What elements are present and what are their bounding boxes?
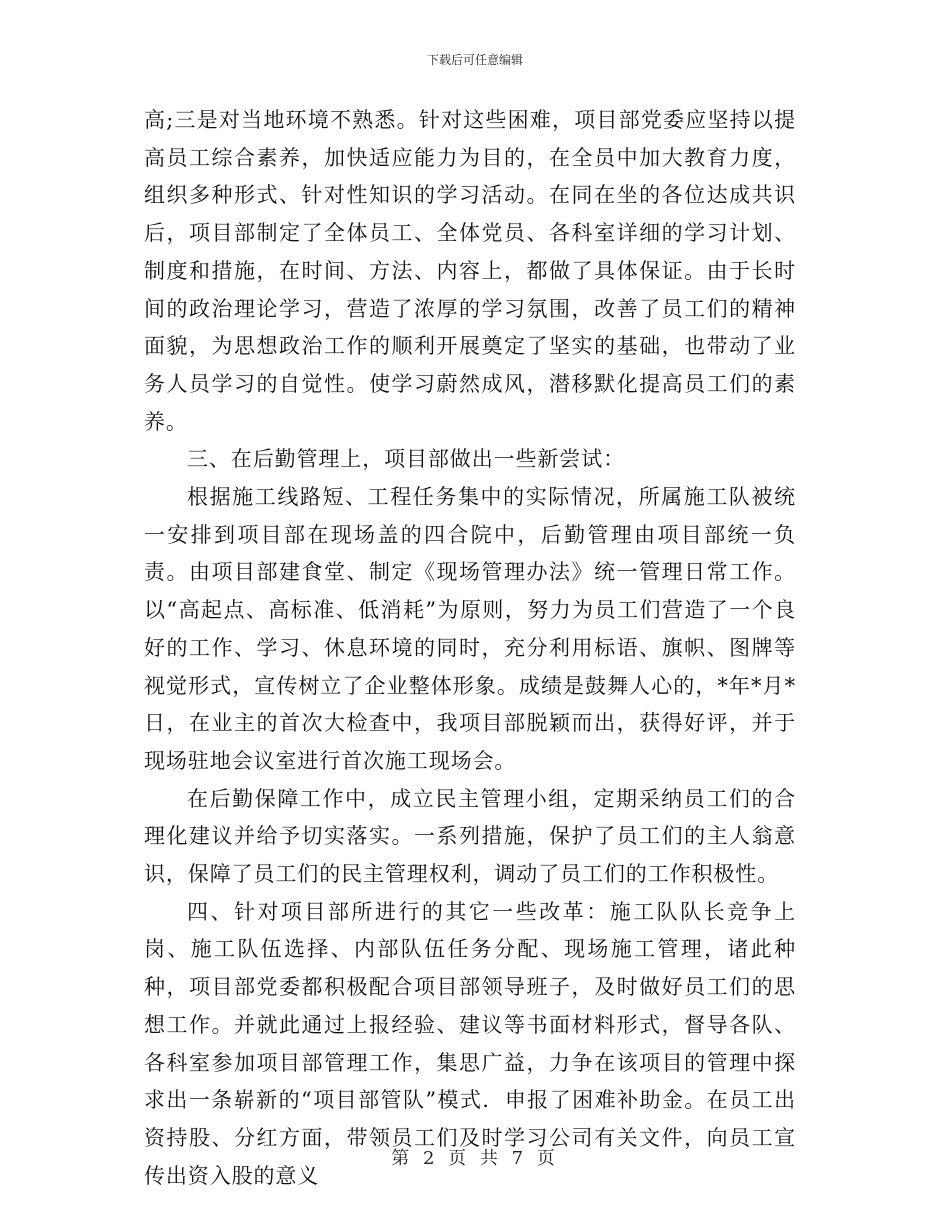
page-number-footer: 第 2 页 共 7 页 [391,1148,559,1169]
paragraph-democratic-management: 在后勤保障工作中，成立民主管理小组，定期采纳员工们的合理化建议并给予切实落实。一系列措施，保护了员工们的主人翁意识，保障了员工们的民主管理权利，调动了员工们的工作积极性。 [144,786,796,887]
document-body [144,102,796,1195]
section-heading-logistics: 三、在后勤管理上，项目部做出一些新尝试： [187,447,625,472]
paragraph-other-reforms: 四、针对项目部所进行的其它一些改革：施工队队长竞争上岗、施工队伍选择、内部队伍任务分配、现场施工管理，诸此种种，项目部党委都积极配合项目部领导班子，及时做好员工们的思想工作。并就此通过上报经验、建议等书面材料形式，督导各队、各科室参加项目部管理工作，集思广益，力争在该项目的管理中探求出一条崭新的“项目部管队”模式．申报了困难补助金。在员工出资持股、分红方面，带领员工们及时学习公司有关文件，向员工宣传出资入股的意义 [144,899,796,1188]
page-header: 下载后可任意编辑 [426,53,523,67]
paragraph-logistics-management: 根据施工线路短、工程任务集中的实际情况，所属施工队被统一安排到项目部在现场盖的四合院中，后勤管理由项目部统一负责。由项目部建食堂、制定《现场管理办法》统一管理日常工作。以“高起点、高标准、低消耗”为原则，努力为员工们营造了一个良好的工作、学习、休息环境的同时，充分利用标语、旗帜、图牌等视觉形式，宣传树立了企业整体形象。成绩是鼓舞人心的，*年*月*日，在业主的首次大检查中，我项目部脱颖而出，获得好评，并于现场驻地会议室进行首次施工现场会。 [144,485,796,773]
paragraph-study-activities: 高;三是对当地环境不熟悉。针对这些困难，项目部党委应坚持以提高员工综合素养，加快适应能力为目的，在全员中加大教育力度，组织多种形式、针对性知识的学习活动。在同在坐的各位达成共识后，项目部制定了全体员工、全体党员、各科室详细的学习计划、制度和措施，在时间、方法、内容上，都做了具体保证。由于长时间的政治理论学习，营造了浓厚的学习氛围，改善了员工们的精神面貌，为思想政治工作的顺利开展奠定了坚实的基础，也带动了业务人员学习的自觉性。使学习蔚然成风，潜移默化提高员工们的素养。 [144,108,796,434]
